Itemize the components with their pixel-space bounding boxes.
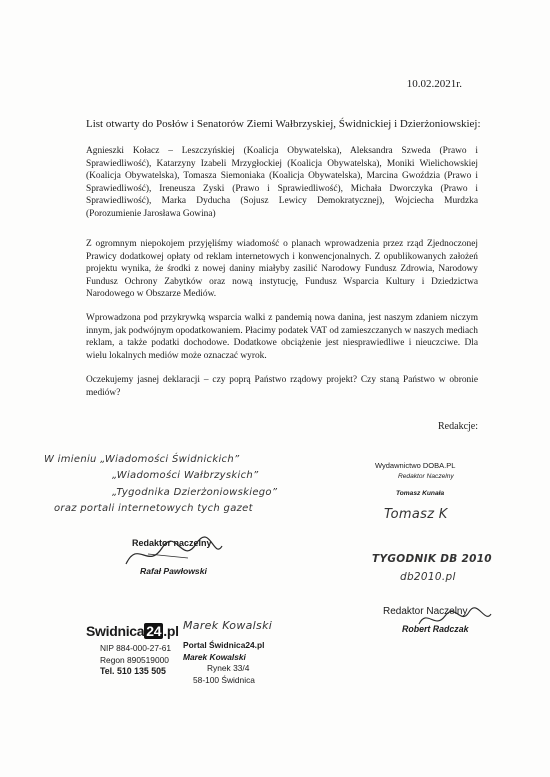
- portal-editor: Marek Kowalski: [183, 651, 246, 662]
- tygodnik-title: Redaktor Naczelny: [383, 606, 468, 617]
- paragraph-2: Wprowadzona pod przykrywką wsparcia walki z pandemią nowa danina, jest naszym zdaniem niczym innym, jak podwójnym opodatkowaniem. Płacimy podatek VAT od zamieszczanych w naszych mediach reklam, a także podatki dochodowe. Dodatkowe obciążenie jest niesprawiedliwe i nieuczciwe. Dla wielu lokalnych mediów może oznaczać wyrok.: [86, 313, 478, 361]
- letter-date: 10.02.2021r.: [406, 78, 462, 90]
- portal-stamp: [183, 640, 264, 686]
- doba-signature: Tomasz K: [384, 507, 448, 522]
- portal-signature: Marek Kowalski: [183, 619, 273, 632]
- doba-role: Redaktor Naczelny: [398, 473, 454, 480]
- handwritten-line-4: oraz portali internetowych tych gazet: [54, 503, 253, 514]
- phone: Tel. 510 135 505: [100, 666, 166, 677]
- handwritten-line-2: „Wiadomości Wałbrzyskich”: [112, 470, 259, 481]
- portal-name: Portal Świdnica24.pl: [183, 640, 265, 650]
- paragraph-3: Oczekujemy jasnej deklaracji – czy poprą Państwo rządowy projekt? Czy staną Państwo w obronie mediów?: [86, 375, 478, 398]
- letter-title: List otwarty do Posłów i Senatorów Ziemi Wałbrzyskiej, Świdnickiej i Dzierżoniowskiej:: [86, 118, 481, 130]
- addressees-paragraph: Agnieszki Kołacz – Leszczyńskiej (Koalicja Obywatelska), Aleksandra Szweda (Prawo i Sprawiedliwość), Katarzyny Izabeli Mrzygłockiej (Koalicja Obywatelska), Moniki Wielichowskiej (Koalicja Obywatelska), Tomasza Siemoniaka (Koalicja Obywatelska), Marcina Gwoździa (Prawo i Sprawiedliwość), Ireneusza Zyski (Prawo i Sprawiedliwość), Michała Dworczyka (Prawo i Sprawiedliwość), Marka Dyducha (Sojusz Lewicy Demokratycznej), Wojciecha Murdzka (Porozumienie Jarosława Gowina): [86, 146, 478, 219]
- swidnica-stamp-details: [100, 643, 171, 678]
- portal-street: Rynek 33/4: [207, 663, 250, 673]
- regon: Regon 890519000: [100, 654, 169, 665]
- logo-main: Swidnica: [86, 623, 145, 639]
- tygodnik-handwritten-1: TYGODNIK DB 2010: [372, 553, 492, 565]
- doba-publisher: Wydawnictwo DOBA.PL: [375, 461, 456, 470]
- handwritten-line-1: W imieniu „Wiadomości Świdnickich”: [44, 454, 240, 465]
- closing-redakcje: Redakcje:: [438, 421, 478, 432]
- paragraph-1: Z ogromnym niepokojem przyjęliśmy wiadomość o planach wprowadzenia przez rząd Zjednoczonej Prawicy dodatkowej opłaty od reklam internetowych i konwencjonalnych. Z opublikowanych założeń projektu wynika, że środki z nowej daniny miałyby zasilić Narodowy Fundusz Zdrowia, Narodowy Fundusz Ochrony Zabytków oraz nową instytucję, Fundusz Wsparcia Kultury i Dziedzictwa Narodowego w Obszarze Mediów.: [86, 239, 478, 300]
- portal-city: 58-100 Świdnica: [193, 674, 255, 685]
- tygodnik-handwritten-2: db2010.pl: [400, 571, 456, 583]
- swidnica24-logo: [86, 623, 179, 639]
- handwritten-line-3: „Tygodnika Dzierżoniowskiego”: [112, 487, 278, 498]
- rafal-name: Rafał Pawłowski: [140, 566, 207, 576]
- logo-box: 24: [146, 623, 162, 639]
- doba-name: Tomasz Kunała: [396, 490, 445, 497]
- logo-suffix: .pl: [163, 623, 179, 639]
- rafal-title: Redaktor naczelny: [132, 538, 212, 548]
- tygodnik-name: Robert Radczak: [402, 624, 469, 634]
- nip: NIP 884-000-27-61: [100, 643, 172, 653]
